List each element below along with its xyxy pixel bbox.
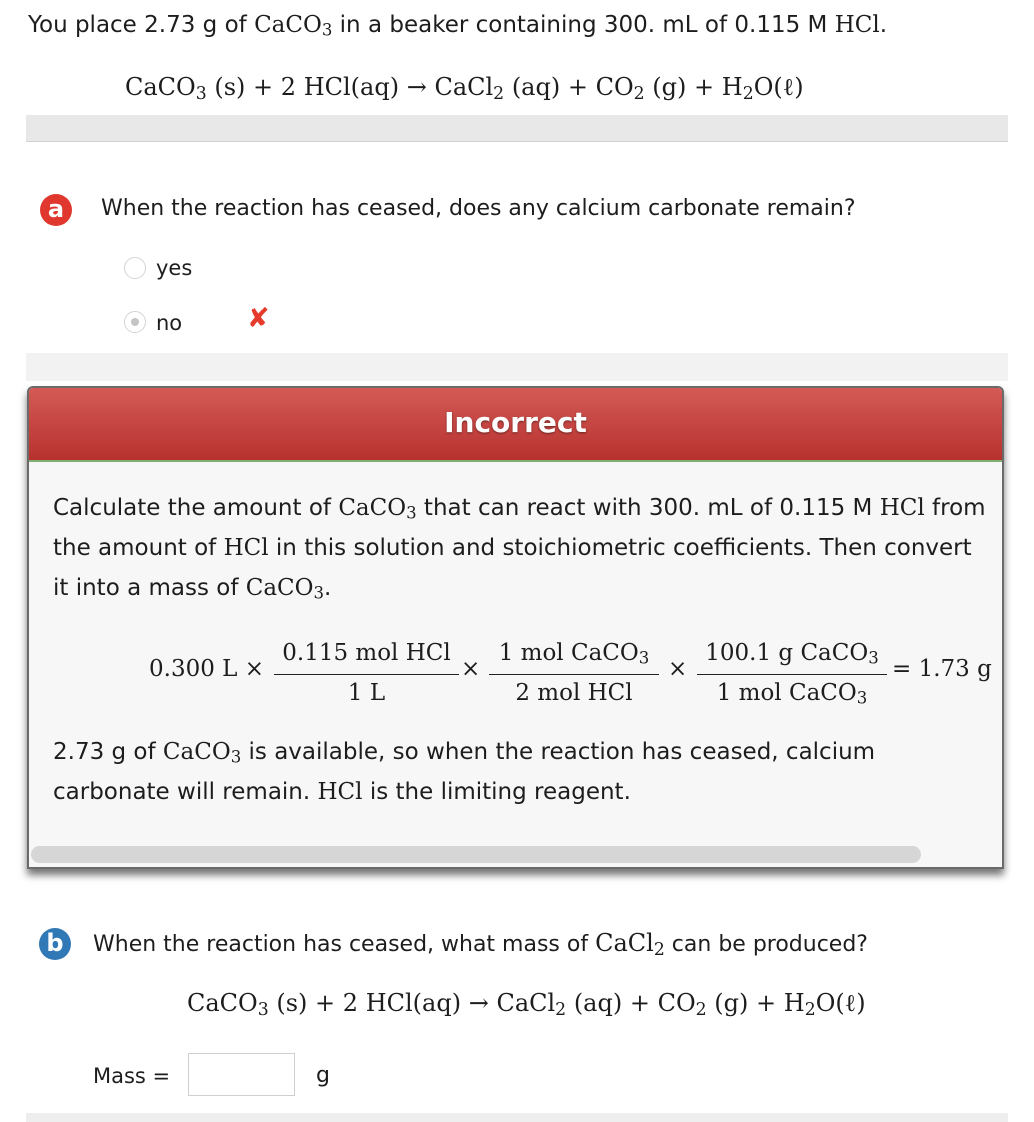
part-a-question: When the reaction has ceased, does any calcium carbonate remain?	[101, 196, 856, 221]
feedback-conclusion: 2.73 g of CaCO$_3$ is available, so when the reaction has ceased, calcium carbonate will remain. HCl is the limiting reagent.	[53, 739, 876, 805]
problem-statement: You place 2.73 g of CaCO$_3$ in a beaker containing 300. mL of 0.115 M HCl.	[28, 12, 888, 40]
times-sign: ×	[461, 656, 481, 682]
option-yes-label[interactable]: yes	[156, 256, 193, 280]
divider-band	[26, 1113, 1008, 1122]
feedback-title: Incorrect	[444, 406, 587, 439]
radio-no[interactable]	[124, 311, 146, 333]
feedback-explanation: Calculate the amount of CaCO$_3$ that can react with 300. mL of 0.115 M HCl from the amount of HCl in this solution and stoichiometric coefficients. Then convert it into a mass of CaCO$_3$.	[53, 495, 986, 603]
radio-yes[interactable]	[124, 257, 146, 279]
reaction-equation-repeat: CaCO$_3$ (s) + 2 HCl(aq) → CaCl$_2$ $(aq) + CO_2$ $(g) + H_2O(\ell)$	[187, 989, 866, 1020]
mass-label: Mass =	[93, 1064, 171, 1088]
calc-result: = 1.73 g	[892, 656, 992, 682]
part-b-question: When the reaction has ceased, what mass of CaCl$_2$ can be produced?	[93, 929, 868, 960]
times-sign: ×	[668, 656, 688, 682]
part-b-badge: b	[39, 928, 71, 960]
feedback-panel: Incorrect Calculate the amount of CaCO$_3$ that can react with 300. mL of 0.115 M HCl from the amount of HCl in this solution and stoichiometric coefficients. Then convert it into a mass of CaCO$_3$. 0.300 L × 0.115 mol HCl 1 L × 1 mol CaCO$_3$ 2 mol HCl × 100.1 g CaCO$_3$ 1 mol CaCO$_3$ = 1.73 g 2.73 g of CaCO$_3$ is available, so when the reaction has ceased, calcium carbonate will remain. HCl is the limiting reagent.	[27, 386, 1004, 869]
feedback-header	[29, 388, 1002, 462]
part-a-badge: a	[40, 194, 72, 226]
mass-unit: g	[316, 1063, 330, 1088]
mass-input[interactable]	[188, 1053, 295, 1096]
reaction-equation: CaCO$_3$ (s) + 2 HCl(aq) → CaCl$_2$ $(aq) + CO_2$ $(g) + H_2O(\ell)$	[125, 73, 804, 104]
intro-text: You place 2.73 g of	[28, 12, 255, 38]
intro-text-middle: in a beaker containing 300. mL of 0.115 M	[332, 12, 835, 38]
calc-start: 0.300 L ×	[149, 656, 265, 682]
divider-band	[26, 353, 1008, 381]
divider-band	[26, 115, 1008, 142]
hcl-formula: HCl	[834, 12, 880, 38]
option-no-label[interactable]: no	[156, 311, 183, 335]
caco3-formula: CaCO$_3$	[254, 12, 333, 40]
horizontal-scrollbar[interactable]	[31, 846, 921, 863]
incorrect-x-icon: ✘	[247, 303, 270, 334]
